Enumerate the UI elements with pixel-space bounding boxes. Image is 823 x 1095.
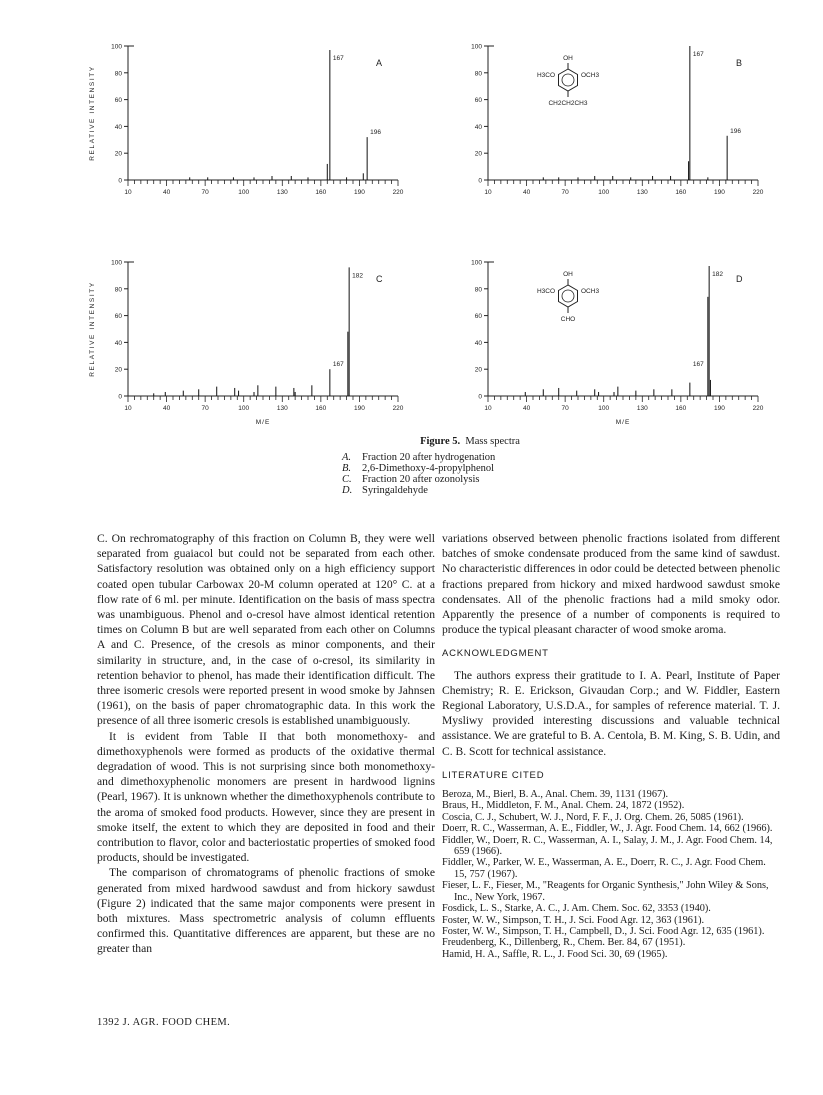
x-tick-label: 10 <box>484 189 492 196</box>
x-tick-label: 130 <box>276 189 288 196</box>
x-tick-label: 40 <box>162 189 171 196</box>
x-tick-label: 220 <box>752 189 764 196</box>
aromatic-circle <box>562 74 574 86</box>
acknowledgment-heading: ACKNOWLEDGMENT <box>442 648 549 660</box>
x-tick-label: 100 <box>598 189 610 196</box>
caption-title <box>310 436 630 447</box>
y-tick-label: 20 <box>114 150 122 158</box>
reference: Fieser, L. F., Fieser, M., "Reagents for Organic Synthesis," John Wiley & Sons, Inc., New York, 1967. <box>442 880 769 903</box>
x-tick-label: 130 <box>276 405 288 412</box>
spectrum-b-svg <box>440 40 770 205</box>
paragraph: The comparison of chromatograms of phenolic fractions of smoke generated from mixed hardwood sawdust and from hickory sawdust (Figure 2) indicated that the same major components were present in both mixtures. Mass spectrometric analysis of column effluents confirmed this. Quantitative differences are apparent, but these are no greater than <box>97 866 435 956</box>
caption-letter: D. <box>342 485 353 496</box>
y-tick-label: 0 <box>118 177 122 185</box>
paragraph: C. On rechromatography of this fraction on Column B, they were well separated from guaiacol but could not be separated from each other. Satisfactory resolution was obtained only on a high efficiency support coated open tubular Carbowax 20-M column operated at 120° C. at a flow rate of 6 ml. per minute. Identification on the basis of mass spectra was unambiguous. Phenol and o-cresol have almost identical retention times on Column B but are well separated from each other on Columns A and C. Presence, of the cresols as minor components, and their similarity in structure, and, in the case of o-cresol, its similarity in retention behavior to phenol, has made their identification difficult. The three isomeric cresols were reported present in wood smoke by Jahnsen (1961), on the basis of paper chromatographic data. In this work the presence of all three isomeric cresols is established unambiguously. <box>97 532 435 728</box>
reference: Fosdick, L. S., Starke, A. C., J. Am. Chem. Soc. 62, 3353 (1940). <box>442 903 711 915</box>
peak-label: 167 <box>692 361 704 369</box>
x-tick-label: 10 <box>124 405 132 412</box>
x-tick-label: 10 <box>124 189 132 196</box>
y-tick-label: 0 <box>118 393 122 401</box>
y-tick-label: 20 <box>114 366 122 374</box>
reference: Beroza, M., Bierl, B. A., Anal. Chem. 39, 1131 (1967). <box>442 789 669 801</box>
x-tick-label: 190 <box>353 405 365 412</box>
figure-title: Mass spectra <box>465 436 520 447</box>
x-tick-label: 160 <box>315 189 327 196</box>
structure-substituent: H3CO <box>536 72 555 79</box>
y-tick-label: 80 <box>474 70 482 78</box>
x-tick-label: 160 <box>315 405 327 412</box>
reference: Coscia, C. J., Schubert, W. J., Nord, F. F., J. Org. Chem. 26, 5085 (1961). <box>442 811 744 823</box>
figure-number: Figure 5. <box>420 436 461 447</box>
y-tick-label: 60 <box>114 97 122 105</box>
peak-label: 167 <box>332 55 344 63</box>
y-tick-label: 40 <box>114 123 122 131</box>
structure-substituent: OH <box>563 271 573 278</box>
benzene-ring <box>559 69 578 91</box>
y-tick-label: 60 <box>474 313 482 321</box>
paragraph: It is evident from Table II that both monomethoxy- and dimethoxyphenols were formed as products of the oxidative thermal degradation of wood. This is not surprising since both monomethoxy- and dimethoxyphenolic monomers are present in hardwood lignins (Pearl, 1967). It is unknown whether the dimethoxyphenols contribute to the aroma of smoked food products. However, since they are present in smoke itself, the extent to which they are deposited in food and their contribution to flavor, color and bacteriostatic properties of smoked food products, should be investigated. <box>97 729 435 865</box>
x-tick-label: 70 <box>201 189 209 196</box>
reference: Foster, W. W., Simpson, T. H., J. Sci. Food Agr. 12, 363 (1961). <box>442 914 705 926</box>
y-axis-label: RELATIVE INTENSITY <box>89 65 96 161</box>
spectrum-a-svg <box>80 40 410 205</box>
panel-letter: D <box>736 274 743 284</box>
panel-letter: A <box>376 58 383 68</box>
caption-letter: A. <box>342 452 352 463</box>
x-tick-label: 160 <box>675 189 687 196</box>
spectrum-b <box>440 40 770 210</box>
structure-substituent: CHO <box>560 316 576 323</box>
structure-substituent: OCH3 <box>581 72 600 79</box>
peak-label: 182 <box>712 271 724 279</box>
paragraph: variations observed between phenolic fractions isolated from different batches of smoke condensate produced from the same kind of sawdust. No characteristic differences in odor could be detected between phenolic fractions prepared from hickory and mixed hardwood sawdust smoke condensates. All of the phenolic fractions had a mild smoky odor. Apparently the presence of a number of components is required to produce the typical pleasant character of wood smoke aroma. <box>442 532 780 637</box>
reference: Fiddler, W., Parker, W. E., Wasserman, A. E., Doerr, R. C., J. Agr. Food Chem. 15, 757 (1967). <box>442 857 766 880</box>
structure-substituent: OCH3 <box>581 288 600 295</box>
x-axis-label: M/E <box>255 419 271 426</box>
peak-label: 167 <box>692 51 704 58</box>
x-tick-label: 40 <box>522 405 531 412</box>
x-tick-label: 190 <box>353 189 365 196</box>
y-tick-label: 40 <box>474 123 482 131</box>
left-column <box>97 531 435 957</box>
y-tick-label: 20 <box>474 150 482 158</box>
reference: Fiddler, W., Doerr, R. C., Wasserman, A. I., Salay, J. M., J. Agr. Food Chem. 14, 659 (1966). <box>442 834 773 858</box>
y-tick-label: 100 <box>111 259 122 267</box>
panel-letter: B <box>736 58 743 68</box>
x-tick-label: 70 <box>561 405 569 412</box>
caption-text: Fraction 20 after hydrogenation <box>362 452 496 463</box>
y-tick-label: 40 <box>474 339 482 347</box>
structure-substituent: CH2CH2CH3 <box>548 100 588 107</box>
caption-item <box>330 452 630 463</box>
structure-substituent: OH <box>563 55 573 62</box>
spectrum-c <box>80 256 410 433</box>
spectrum-d-svg <box>440 256 770 428</box>
caption-letter: B. <box>342 463 352 474</box>
peak-label: 182 <box>352 272 364 280</box>
y-axis-label: RELATIVE INTENSITY <box>89 281 96 377</box>
y-tick-label: 100 <box>471 43 482 51</box>
x-tick-label: 100 <box>238 405 250 412</box>
x-tick-label: 100 <box>598 405 610 412</box>
x-tick-label: 70 <box>561 189 569 196</box>
y-tick-label: 0 <box>478 177 482 185</box>
reference: Doerr, R. C., Wasserman, A. E., Fiddler, W., J. Agr. Food Chem. 14, 662 (1966). <box>442 823 773 835</box>
x-tick-label: 40 <box>522 189 531 196</box>
page-footer: 1392 J. AGR. FOOD CHEM. <box>97 1017 231 1028</box>
x-tick-label: 190 <box>713 405 725 412</box>
x-tick-label: 220 <box>752 405 764 412</box>
x-tick-label: 70 <box>201 405 209 412</box>
spectrum-a <box>80 40 410 210</box>
literature-heading: LITERATURE CITED <box>442 769 545 781</box>
caption-text: Fraction 20 after ozonolysis <box>362 474 480 485</box>
peak-label: 196 <box>730 127 742 135</box>
x-tick-label: 40 <box>162 405 171 412</box>
y-tick-label: 40 <box>114 339 122 347</box>
caption-letter: C. <box>342 474 352 485</box>
x-tick-label: 160 <box>675 405 687 412</box>
reference: Freudenberg, K., Dillenberg, R., Chem. Ber. 84, 67 (1951). <box>442 937 686 949</box>
reference-list <box>442 789 780 960</box>
reference: Braus, H., Middleton, F. M., Anal. Chem. 24, 1872 (1952). <box>442 800 685 812</box>
caption-item <box>330 463 630 474</box>
reference: Foster, W. W., Simpson, T. H., Campbell, D., J. Sci. Food Agr. 12, 635 (1961). <box>442 925 765 937</box>
peak-label: 167 <box>332 361 344 369</box>
aromatic-circle <box>562 290 574 302</box>
structure-substituent: H3CO <box>536 288 555 295</box>
panel-letter: C <box>376 274 383 284</box>
caption-text: 2,6-Dimethoxy-4-propylphenol <box>362 463 495 474</box>
y-tick-label: 80 <box>114 286 122 294</box>
y-tick-label: 20 <box>474 366 482 374</box>
x-tick-label: 220 <box>392 405 404 412</box>
spectrum-d <box>440 256 770 433</box>
x-axis-label: M/E <box>615 419 631 426</box>
y-tick-label: 100 <box>471 259 482 267</box>
caption-item <box>330 474 630 485</box>
x-tick-label: 10 <box>484 405 492 412</box>
benzene-ring <box>559 285 578 307</box>
figure-caption <box>330 436 630 496</box>
x-tick-label: 130 <box>636 189 648 196</box>
y-tick-label: 80 <box>114 70 122 78</box>
x-tick-label: 100 <box>238 189 250 196</box>
y-tick-label: 60 <box>474 97 482 105</box>
peak-label: 196 <box>370 129 382 137</box>
y-tick-label: 60 <box>114 313 122 321</box>
right-column <box>442 531 780 960</box>
spectrum-c-svg <box>80 256 410 428</box>
y-tick-label: 80 <box>474 286 482 294</box>
acknowledgment-text: The authors express their gratitude to I. A. Pearl, Institute of Paper Chemistry; R. E. Erickson, Givaudan Corp.; and W. Fiddler, Eastern Regional Laboratory, U.S.D.A., for samples of reference material. T. J. Mysliwy provided interesting discussions and valuable technical assistance. We are grateful to B. A. Centola, B. M. King, S. B. Udin, and C. B. Scott for technical assistance. <box>442 668 780 758</box>
reference: Hamid, H. A., Saffle, R. L., J. Food Sci. 30, 69 (1965). <box>442 948 668 960</box>
y-tick-label: 0 <box>478 393 482 401</box>
x-tick-label: 190 <box>713 189 725 196</box>
x-tick-label: 220 <box>392 189 404 196</box>
caption-text: Syringaldehyde <box>362 485 428 496</box>
caption-item <box>330 485 630 496</box>
y-tick-label: 100 <box>111 43 122 51</box>
x-tick-label: 130 <box>636 405 648 412</box>
